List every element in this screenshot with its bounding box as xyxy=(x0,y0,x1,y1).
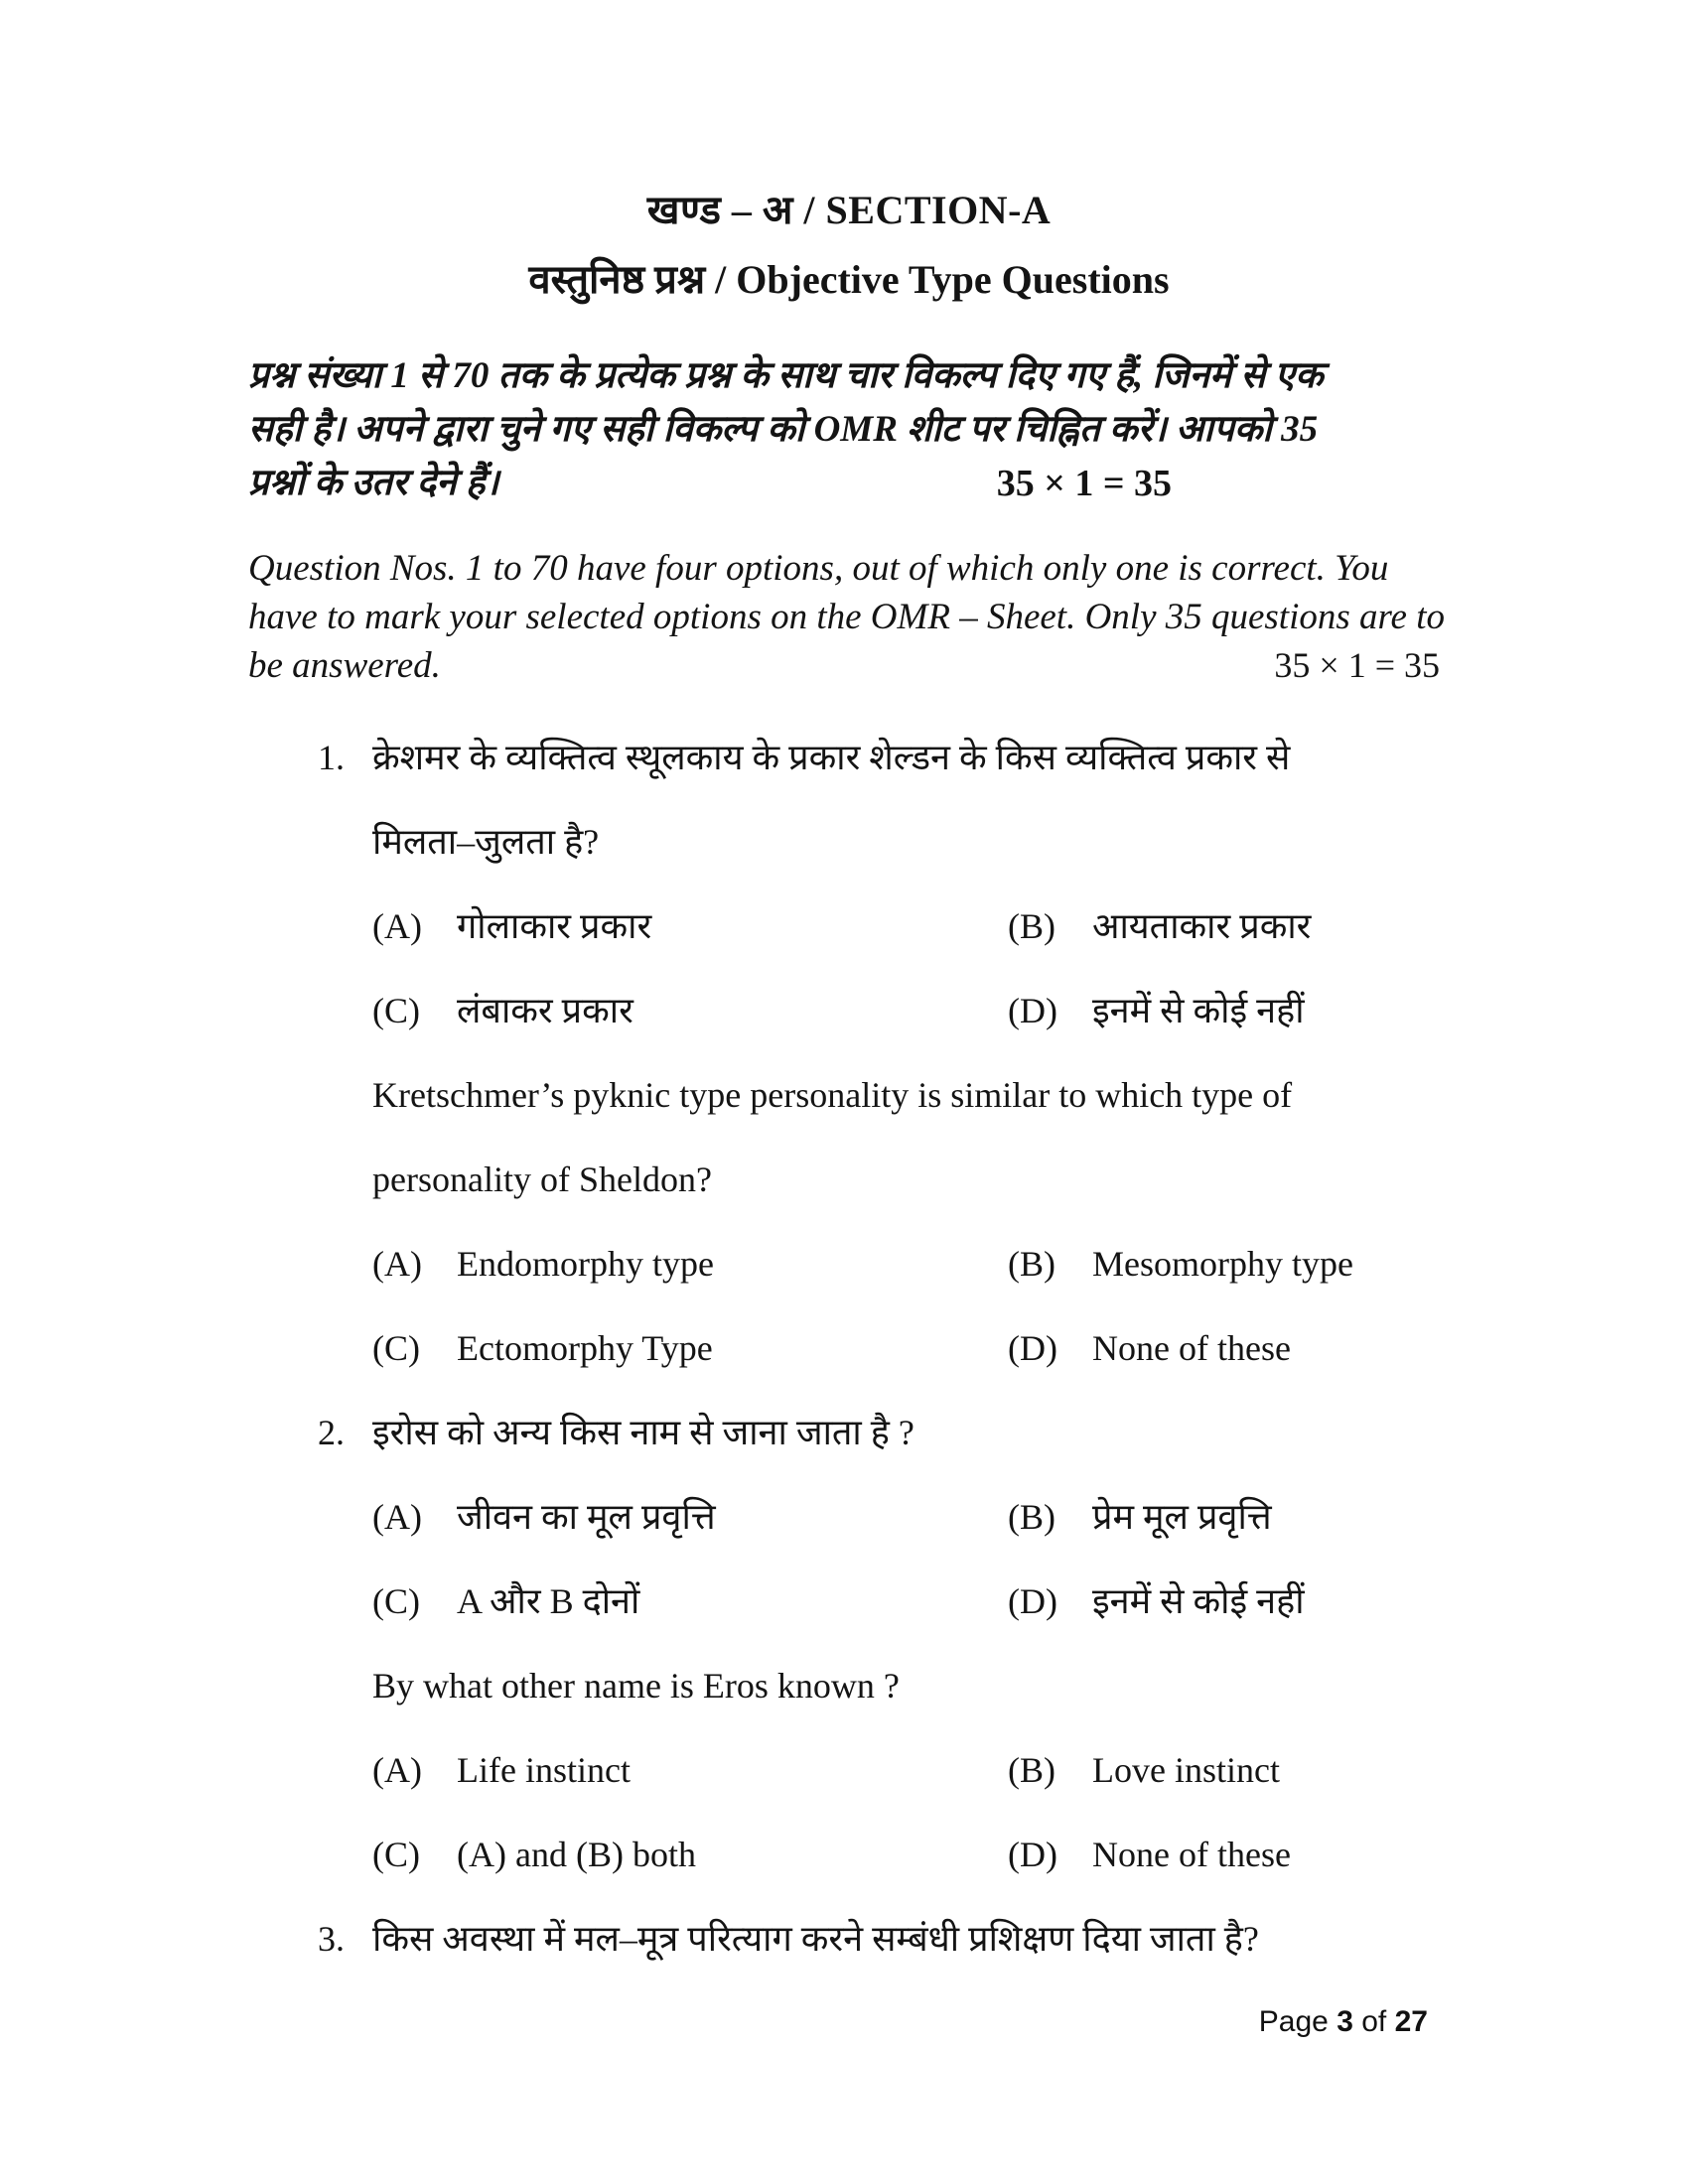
page-label: Page xyxy=(1258,2005,1329,2038)
option-label-d: (D) xyxy=(1008,991,1057,1030)
question-2-hindi-text: इरोस को अन्य किस नाम से जाना जाता है ? xyxy=(372,1413,914,1452)
instructions-hindi-line3 xyxy=(248,457,1450,510)
question-2-option-a-english: (A) Life instinct xyxy=(372,1728,1008,1813)
question-1 xyxy=(318,716,1450,1391)
question-2-hindi-line1 xyxy=(318,1391,1450,1475)
option-label-b: (B) xyxy=(1008,1750,1055,1790)
question-2-option-a-hindi: (A) जीवन का मूल प्रवृत्ति xyxy=(372,1475,1008,1560)
question-1-option-c-english: (C) Ectomorphy Type xyxy=(372,1306,1008,1391)
option-label-d: (D) xyxy=(1008,1835,1057,1874)
option-label-a: (A) xyxy=(372,906,422,946)
question-1-hindi-text: क्रेशमर के व्यक्तित्व स्थूलकाय के प्रकार शेल्डन के किस व्यक्तित्व प्रकार से xyxy=(372,738,1291,777)
question-2-english-options-row1 xyxy=(372,1728,1450,1813)
question-3-hindi-text: किस अवस्था में मल–मूत्र परित्याग करने सम्बंधी प्रशिक्षण दिया जाता है? xyxy=(372,1919,1259,1959)
question-1-hindi-line2: मिलता–जुलता है? xyxy=(372,822,600,862)
option-label-c: (C) xyxy=(372,991,420,1030)
question-1-option-a-english: (A) Endomorphy type xyxy=(372,1222,1008,1306)
option-label-a: (A) xyxy=(372,1244,422,1284)
option-label-d: (D) xyxy=(1008,1328,1057,1368)
marks-formula-hindi: 35 × 1 = 35 xyxy=(996,463,1172,504)
question-2-option-d-english: (D) None of these xyxy=(1008,1813,1450,1897)
question-2 xyxy=(318,1391,1450,1897)
instructions-english-line3-text: be answered. xyxy=(248,645,441,686)
question-1-english-line1: Kretschmer’s pyknic type personality is similar to which type of xyxy=(372,1075,1293,1115)
of-label: of xyxy=(1361,2005,1387,2038)
marks-formula-english: 35 × 1 = 35 xyxy=(1274,645,1440,685)
option-label-c: (C) xyxy=(372,1581,420,1621)
questions-list xyxy=(248,716,1450,1981)
instructions-hindi xyxy=(248,349,1450,510)
instructions-english xyxy=(248,544,1450,690)
question-3-hindi-line1 xyxy=(318,1897,1450,1981)
option-label-b: (B) xyxy=(1008,1244,1055,1284)
question-2-option-b-hindi: (B) प्रेम मूल प्रवृत्ति xyxy=(1008,1475,1450,1560)
instructions-hindi-line2: सही है। अपने द्वारा चुने गए सही विकल्प को OMR शीट पर चिह्नित करें। आपको 35 xyxy=(248,409,1319,450)
instructions-hindi-line3-text: प्रश्नों के उतर देने हैं। xyxy=(248,463,499,503)
instructions-english-line2: have to mark your selected options on the OMR – Sheet. Only 35 questions are to xyxy=(248,597,1445,637)
question-1-option-b-hindi: (B) आयताकार प्रकार xyxy=(1008,885,1450,969)
question-1-english-options-row2 xyxy=(372,1306,1450,1391)
question-2-hindi-options-row1 xyxy=(372,1475,1450,1560)
option-label-d: (D) xyxy=(1008,1581,1057,1621)
instructions-english-line3 xyxy=(248,641,1450,690)
option-label-a: (A) xyxy=(372,1497,422,1537)
question-2-option-d-hindi: (D) इनमें से कोई नहीं xyxy=(1008,1560,1450,1644)
instructions-hindi-line1: प्रश्न संख्या 1 से 70 तक के प्रत्येक प्रश्न के साथ चार विकल्प दिए गए हैं, जिनमें से एक xyxy=(248,355,1324,396)
question-3-number: 3. xyxy=(318,1919,345,1959)
question-1-option-d-hindi: (D) इनमें से कोई नहीं xyxy=(1008,969,1450,1053)
section-title: खण्ड – अ / SECTION-A xyxy=(646,188,1052,232)
question-2-hindi-options-row2 xyxy=(372,1560,1450,1644)
total-pages: 27 xyxy=(1394,2005,1428,2038)
question-2-option-c-hindi: (C) A और B दोनों xyxy=(372,1560,1008,1644)
question-1-option-c-hindi: (C) लंबाकर प्रकार xyxy=(372,969,1008,1053)
question-1-option-d-english: (D) None of these xyxy=(1008,1306,1450,1391)
option-label-a: (A) xyxy=(372,1750,422,1790)
question-1-english-line2: personality of Sheldon? xyxy=(372,1160,712,1199)
question-2-english-line1: By what other name is Eros known ? xyxy=(372,1666,900,1706)
question-1-option-b-english: (B) Mesomorphy type xyxy=(1008,1222,1450,1306)
page-number: 3 xyxy=(1336,2005,1353,2038)
question-1-option-a-hindi: (A) गोलाकार प्रकार xyxy=(372,885,1008,969)
question-2-english-options-row2 xyxy=(372,1813,1450,1897)
section-header xyxy=(248,187,1450,304)
question-2-option-b-english: (B) Love instinct xyxy=(1008,1728,1450,1813)
question-1-hindi-options-row2 xyxy=(372,969,1450,1053)
question-1-hindi-options-row1 xyxy=(372,885,1450,969)
instructions-english-line1: Question Nos. 1 to 70 have four options, out of which only one is correct. You xyxy=(248,548,1389,589)
option-label-c: (C) xyxy=(372,1835,420,1874)
question-1-hindi-line1 xyxy=(318,716,1450,800)
option-label-c: (C) xyxy=(372,1328,420,1368)
page-footer xyxy=(1259,2005,1428,2039)
question-2-option-c-english: (C) (A) and (B) both xyxy=(372,1813,1008,1897)
question-3 xyxy=(318,1897,1450,1981)
question-1-english-options-row1 xyxy=(372,1222,1450,1306)
question-1-number: 1. xyxy=(318,738,345,777)
section-subtitle: वस्तुनिष्ठ प्रश्न / Objective Type Questions xyxy=(528,257,1170,302)
option-label-b: (B) xyxy=(1008,906,1055,946)
option-label-b: (B) xyxy=(1008,1497,1055,1537)
question-2-number: 2. xyxy=(318,1413,345,1452)
